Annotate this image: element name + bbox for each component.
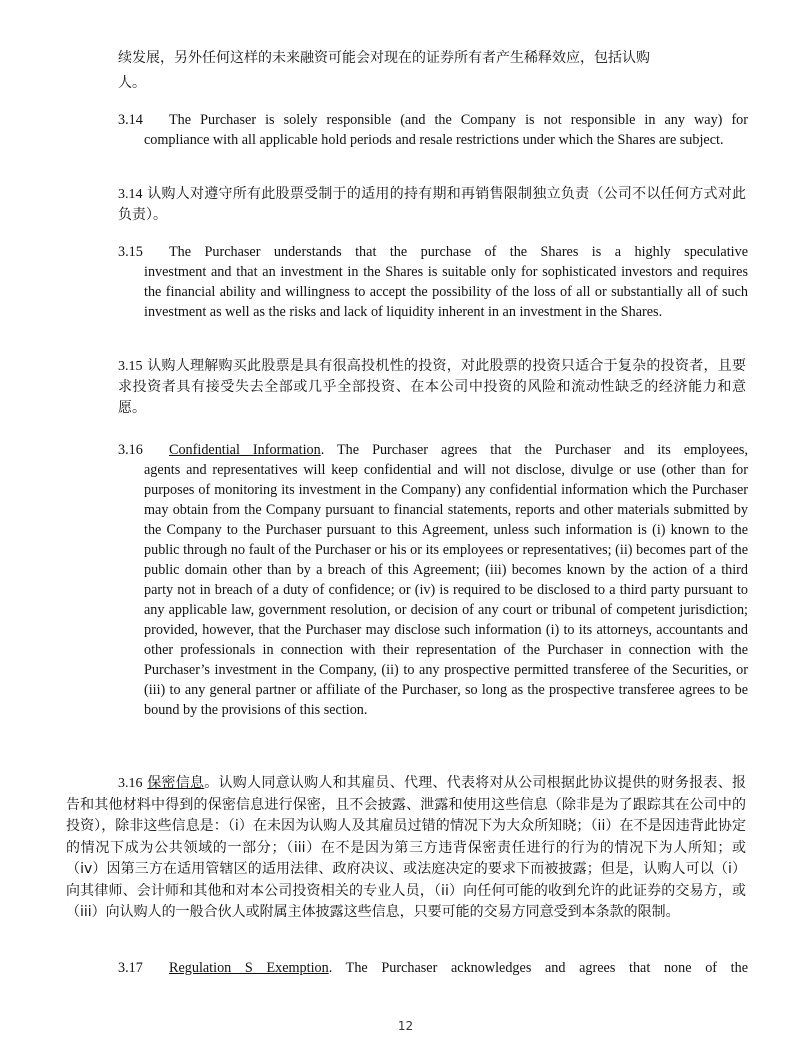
section-3-14-number: 3.14	[118, 112, 143, 128]
section-3-16-zh-heading: 保密信息	[147, 775, 205, 791]
section-3-15-zh-text: 认购人理解购买此股票是具有很高投机性的投资，对此股票的投资只适合于复杂的投资者，且要求投资者具有接受失去全部或几乎全部投资、在本公司中投资的风险和流动性缺乏的经济能力和意愿。	[118, 358, 747, 416]
section-3-15-body: investment and that an investment in the Shares is suitable only for sophisticated investors and requires the financial ability and willingness to accept the possibility of the loss of all or substantially all of such investment as well as the risks and lack of liquidity inherent in an investment in the Shares.	[144, 264, 748, 320]
section-3-15-number: 3.15	[118, 244, 143, 260]
section-3-16-zh-number: 3.16	[118, 776, 143, 791]
section-3-17-number: 3.17	[118, 960, 143, 976]
continuation-paragraph-zh	[118, 48, 746, 94]
continuation-line-1: 续发展，另外任何这样的未来融资可能会对现在的证券所有者产生稀释效应，包括认购	[118, 50, 650, 66]
section-3-16-heading: Confidential Information	[169, 442, 321, 458]
section-3-17-heading: Regulation S Exemption	[169, 960, 329, 976]
section-3-14-zh-text: 认购人对遵守所有此股票受制于的适用的持有期和再销售限制独立负责（公司不以任何方式对此负责）。	[118, 186, 747, 223]
section-3-17-first-line-text: . The Purchaser acknowledges and agrees that none of the	[328, 960, 748, 976]
section-3-14-zh	[118, 184, 746, 226]
section-3-16-zh	[66, 773, 746, 924]
section-3-14-first-line: The Purchaser is solely responsible (and the Company is not responsible in any way) for	[169, 112, 748, 128]
page-number: 12	[397, 1019, 414, 1033]
section-3-16-body: agents and representatives will keep confidential and will not disclose, divulge or use (other than for purposes of monitoring its investment in the Company) any confidential information which the Purchaser may obtain from the Company pursuant to financial statements, reports and other materials submitted by the Company to the Purchaser pursuant to this Agreement, unless such information is (i) known to the public through no fault of the Purchaser or his or its employees or representatives; (ii) becomes part of the public domain other than by a breach of this Agreement; (iii) becomes known by the action of a third party not in breach of a duty of confidence; or (iv) is required to be disclosed to a third party pursuant to any applicable law, government resolution, or decision of any court or tribunal of competent jurisdiction; provided, however, that the Purchaser may disclose such information (i) to its attorneys, accountants and other professionals in connection with their representation of the Purchaser in connection with the Purchaser’s investment in the Company, (ii) to any prospective permitted transferee of the Securities, or (iii) to any general partner or affiliate of the Purchaser, so long as the prospective transferee agrees to be bound by the provisions of this section.	[144, 462, 748, 718]
section-3-17-first-line	[169, 958, 748, 978]
section-3-16-first-line	[169, 440, 748, 460]
section-3-16-zh-text: 。认购人同意认购人和其雇员、代理、代表将对从公司根据此协议提供的财务报表、报告和其他材料中得到的保密信息进行保密，且不会披露、泄露和使用这些信息（除非是为了跟踪其在公司中的投资），除非这些信息是：（i）在未因为认购人及其雇员过错的情况下为大众所知晓；（ii）在不是因违背此协定的情况下成为公共领域的一部分；（iii）在不是因为第三方违背保密责任进行的行为的情况下为人所知；或（iv）因第三方在适用管辖区的适用法律、政府决议、或法庭决定的要求下而被披露；但是，认购人可以（i）向其律师、会计师和其他和对本公司投资相关的专业人员，（ii）向任何可能的收到允许的此证券的交易方，或（iii）向认购人的一般合伙人或附属主体披露这些信息，只要可能的交易方同意受到本条款的限制。	[66, 775, 747, 920]
section-3-16-first-line-text: . The Purchaser agrees that the Purchaser and its employees,	[320, 442, 748, 458]
section-3-14-zh-number: 3.14	[118, 187, 143, 202]
section-3-15-zh	[118, 356, 746, 419]
continuation-line-2: 人。	[118, 75, 146, 91]
section-3-16-number: 3.16	[118, 442, 143, 458]
section-3-15-first-line: The Purchaser understands that the purchase of the Shares is a highly speculative	[169, 244, 748, 260]
section-3-14-body: compliance with all applicable hold periods and resale restrictions under which the Shares are subject.	[144, 132, 724, 148]
section-3-15-zh-number: 3.15	[118, 359, 143, 374]
